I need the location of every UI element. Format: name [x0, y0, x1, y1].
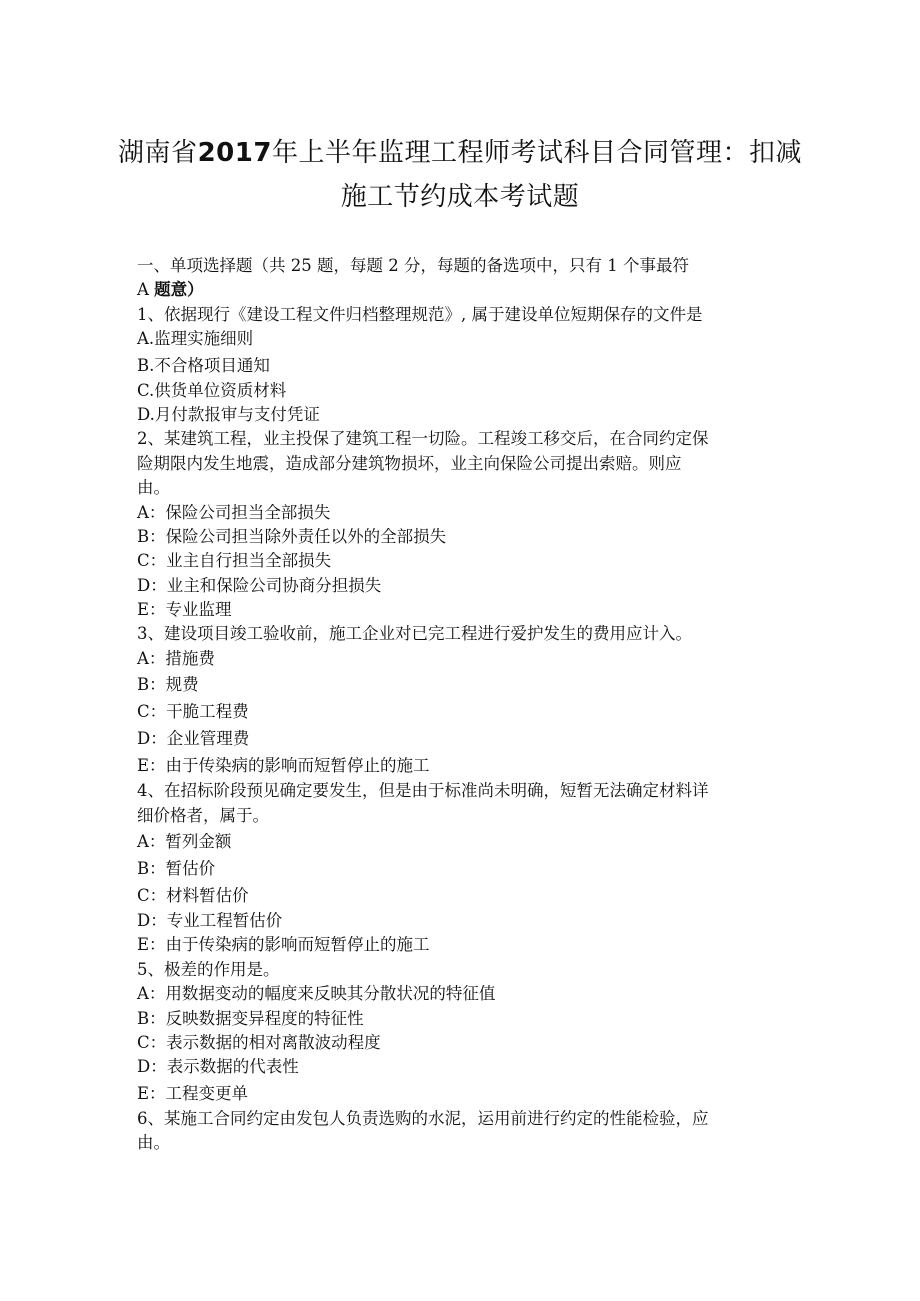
text-line: A：用数据变动的幅度来反映其分散状况的特征值 — [137, 984, 496, 1004]
section-header-bold-text: 题意） — [154, 280, 204, 300]
text-line: E：由于传染病的影响而短暂停止的施工 — [137, 935, 430, 955]
title-prefix: 湖南省 — [118, 138, 198, 168]
text-line: B.不合格项目通知 — [137, 355, 270, 375]
text-line: 5、极差的作用是。 — [137, 959, 280, 979]
text-line: D.月付款报审与支付凭证 — [137, 404, 320, 424]
document-body — [137, 254, 797, 1156]
text-line: A.监理实施细则 — [137, 329, 254, 349]
text-line: 1、依据现行《建设工程文件归档整理规范》, 属于建设单位短期保存的文件是 — [137, 304, 703, 324]
text-line: A：措施费 — [137, 648, 215, 668]
text-line: E：工程变更单 — [137, 1083, 249, 1103]
text-line: 细价格者，属于。 — [137, 805, 269, 825]
document-title-line-2: 施工节约成本考试题 — [340, 182, 580, 212]
text-line: C.供货单位资质材料 — [137, 380, 287, 400]
text-line: C：表示数据的相对离散波动程度 — [137, 1032, 381, 1052]
text-line: 4、在招标阶段预见确定要发生，但是由于标准尚未明确，短暂无法确定材料详 — [137, 781, 709, 801]
text-line: 3、建设项目竣工验收前，施工企业对已完工程进行爱护发生的费用应计入。 — [137, 624, 692, 644]
text-line: E：专业监理 — [137, 600, 232, 620]
text-line: 由。 — [137, 478, 170, 498]
text-line: D：表示数据的代表性 — [137, 1057, 299, 1077]
text-line: 由。 — [137, 1133, 170, 1153]
text-line: B：保险公司担当除外责任以外的全部损失 — [137, 526, 447, 546]
text-line: B：反映数据变异程度的特征性 — [137, 1008, 364, 1028]
text-line: C：干脆工程费 — [137, 702, 249, 722]
title-year: 2017 — [197, 138, 272, 168]
section-header-option-letter: A — [137, 280, 155, 300]
text-line: B：规费 — [137, 675, 199, 695]
text-line: B：暂估价 — [137, 859, 216, 879]
text-line: E：由于传染病的影响而短暂停止的施工 — [137, 756, 430, 776]
text-line: 2、某建筑工程，业主投保了建筑工程一切险。工程竣工移交后，在合同约定保 — [137, 429, 709, 449]
text-line: A：暂列金额 — [137, 832, 232, 852]
text-line: D：专业工程暂估价 — [137, 911, 283, 931]
document-title-line-1 — [90, 136, 830, 170]
text-line: 险期限内发生地震，造成部分建筑物损坏，业主向保险公司提出索赔。则应 — [137, 453, 682, 473]
text-line: A：保险公司担当全部损失 — [137, 502, 331, 522]
text-line: D：业主和保险公司协商分担损失 — [137, 575, 382, 595]
text-line: D：企业管理费 — [137, 729, 250, 749]
title-suffix: 年上半年监理工程师考试科目合同管理：扣减 — [271, 138, 802, 168]
section-header-line-1: 一、单项选择题（共 25 题，每题 2 分，每题的备选项中，只有 1 个事最符 — [137, 256, 689, 275]
section-header-line-2 — [137, 278, 797, 302]
text-line: 6、某施工合同约定由发包人负责选购的水泥，运用前进行约定的性能检验，应 — [137, 1108, 709, 1128]
text-line: C：材料暂估价 — [137, 886, 249, 906]
text-line: C：业主自行担当全部损失 — [137, 551, 332, 571]
